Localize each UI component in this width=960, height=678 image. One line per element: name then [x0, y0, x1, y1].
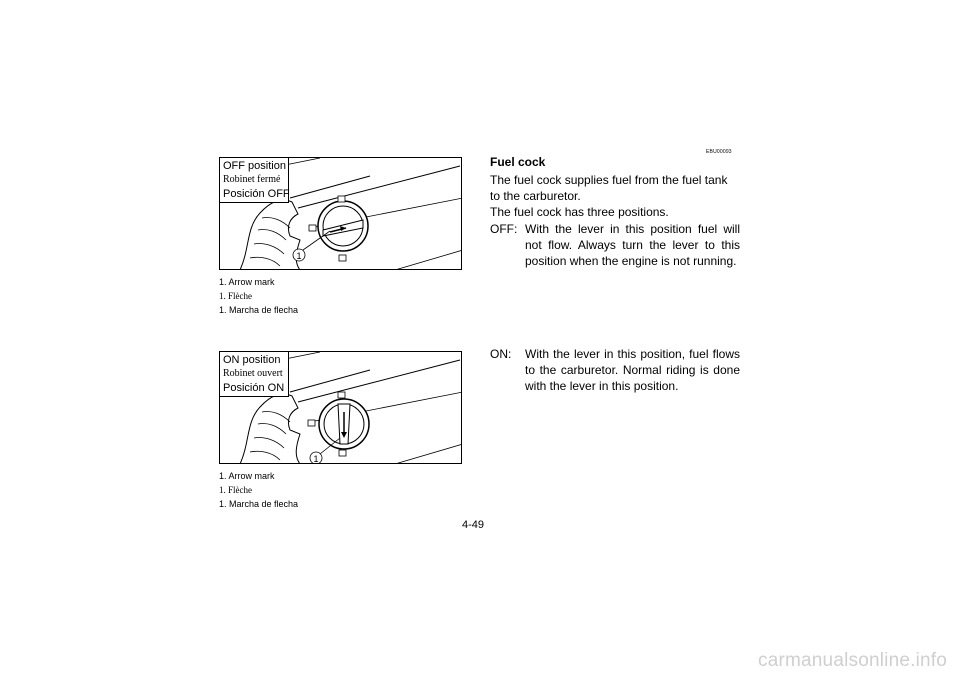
label-english: OFF position — [223, 160, 286, 172]
figure-label-box — [220, 352, 289, 397]
intro-paragraph: The fuel cock supplies fuel from the fuel tank to the carburetor. — [490, 173, 728, 203]
callout-number: 1 — [313, 454, 319, 464]
label-french: Robinet ouvert — [223, 368, 283, 379]
caption-french: 1. Flèche — [219, 485, 252, 495]
figure-caption-off — [219, 275, 298, 317]
item-term: ON: — [490, 347, 512, 361]
label-spanish: Posición OFF — [223, 188, 290, 200]
caption-english: 1. Arrow mark — [219, 277, 275, 287]
item-term: OFF: — [490, 222, 518, 236]
label-spanish: Posición ON — [223, 382, 285, 394]
label-french: Robinet fermé — [223, 174, 281, 185]
position-item-on — [490, 346, 740, 394]
watermark-text[interactable]: carmanualsonline.info — [758, 650, 948, 671]
caption-french: 1. Flèche — [219, 291, 252, 301]
section-intro — [490, 172, 740, 220]
page-number: 4-49 — [462, 519, 485, 531]
caption-spanish: 1. Marcha de flecha — [219, 305, 299, 315]
figure-label-box — [220, 158, 289, 203]
caption-spanish: 1. Marcha de flecha — [219, 499, 299, 509]
callout-number: 1 — [296, 251, 302, 261]
figure-caption-on — [219, 469, 298, 511]
section-title: Fuel cock — [490, 155, 546, 169]
figure-on-position — [219, 351, 462, 464]
figure-off-position — [219, 157, 462, 270]
section-code: EBU00093 — [706, 149, 732, 155]
item-description: With the lever in this position, fuel flows to the carburetor. Normal riding is done with the lever in this position. — [525, 347, 740, 393]
caption-english: 1. Arrow mark — [219, 471, 275, 481]
position-item-off — [490, 221, 740, 269]
label-english: ON position — [223, 354, 281, 366]
intro-paragraph: The fuel cock has three positions. — [490, 205, 669, 219]
item-description: With the lever in this position fuel will not flow. Always turn the lever to this position when the engine is not running. — [525, 222, 740, 268]
